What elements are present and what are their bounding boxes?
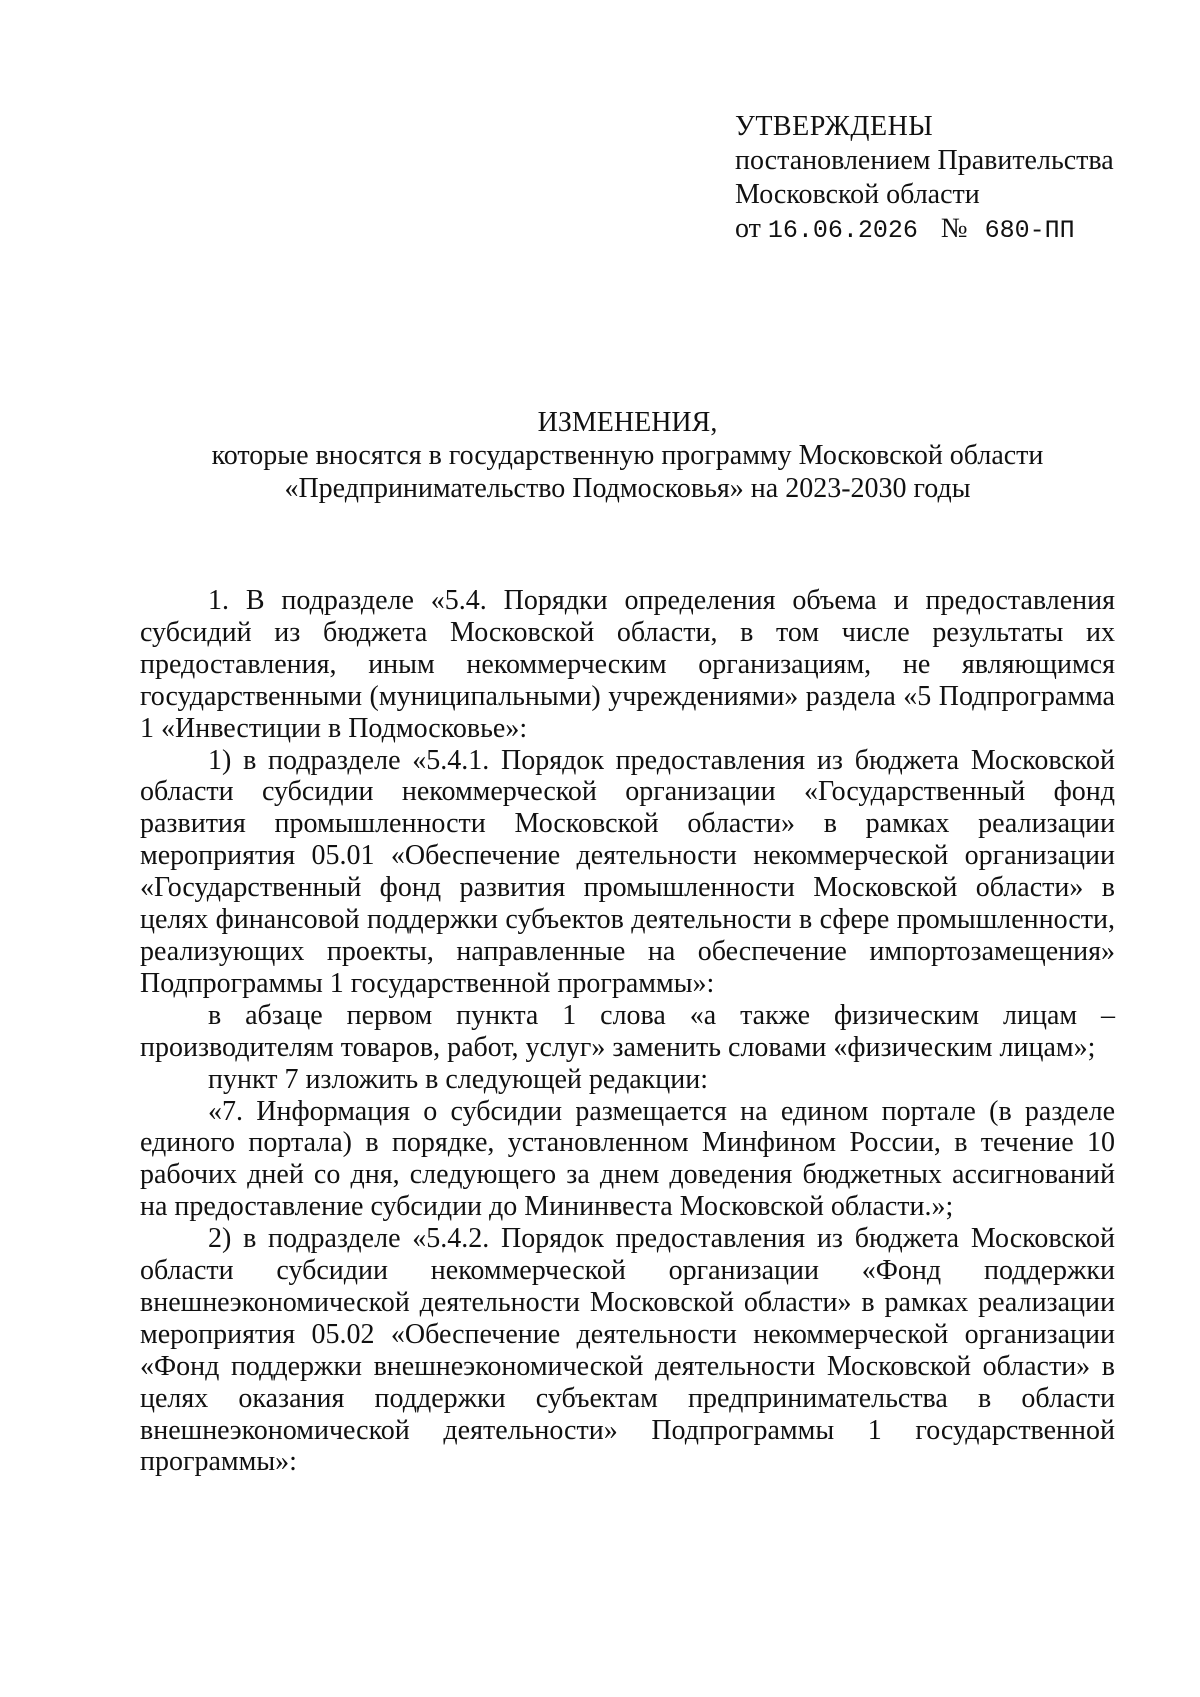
number-sign: № <box>940 213 968 244</box>
approval-heading: УТВЕРЖДЕНЫ <box>735 111 934 142</box>
approval-stamp <box>735 110 1155 248</box>
document-body <box>140 585 1115 1478</box>
paragraph-1: 1. В подразделе «5.4. Порядки определения объема и предоставления субсидий из бюджета Московской области, в том числе результаты их предоставления, иным некоммерческим организациям, не являющимся государственными (муниципальными) учреждениями» раздела «5 Подпрограмма 1 «Инвестиции в Подмосковье»: <box>140 585 1115 744</box>
paragraph-3: в абзаце первом пункта 1 слова «а также физическим лицам – производителям товаров, работ, услуг» заменить словами «физическим лицам»; <box>140 999 1115 1063</box>
title-line-1: которые вносятся в государственную программу Московской области <box>211 440 1044 471</box>
document-title <box>140 406 1115 505</box>
approval-line-1: постановлением Правительства <box>735 145 1114 176</box>
paragraph-5: «7. Информация о субсидии размещается на едином портале (в разделе единого портала) в порядке, установленном Минфином России, в течение 10 рабочих дней со дня, следующего за днем доведения бюджетных ассигнований на предоставление субсидии до Мининвеста Московской области.»; <box>140 1095 1115 1223</box>
approval-date-line <box>735 212 1155 248</box>
paragraph-2: 1) в подразделе «5.4.1. Порядок предоставления из бюджета Московской области субсидии некоммерческой организации «Государственный фонд развития промышленности Московской области» в рамках реализации мероприятия 05.01 «Обеспечение деятельности некоммерческой организации «Государственный фонд развития промышленности Московской области» в целях финансовой поддержки субъектов деятельности в сфере промышленности, реализующих проекты, направленные на обеспечение импортозамещения» Подпрограммы 1 государственной программы»: <box>140 744 1115 999</box>
document-number: 680-ПП <box>984 216 1075 245</box>
title-main: ИЗМЕНЕНИЯ, <box>537 407 718 438</box>
approval-line-2: Московской области <box>735 179 980 210</box>
date-prefix: от <box>735 213 761 244</box>
paragraph-4: пункт 7 изложить в следующей редакции: <box>208 1063 708 1095</box>
title-line-2: «Предпринимательство Подмосковья» на 2023-2030 годы <box>284 473 971 504</box>
paragraph-6: 2) в подразделе «5.4.2. Порядок предоставления из бюджета Московской области субсидии некоммерческой организации «Фонд поддержки внешнеэкономической деятельности Московской области» в рамках реализации мероприятия 05.02 «Обеспечение деятельности некоммерческой организации «Фонд поддержки внешнеэкономической деятельности Московской области» в целях оказания поддержки субъектам предпринимательства в области внешнеэкономической деятельности» Подпрограммы 1 государственной программы»: <box>140 1223 1115 1478</box>
document-date: 16.06.2026 <box>767 216 918 245</box>
